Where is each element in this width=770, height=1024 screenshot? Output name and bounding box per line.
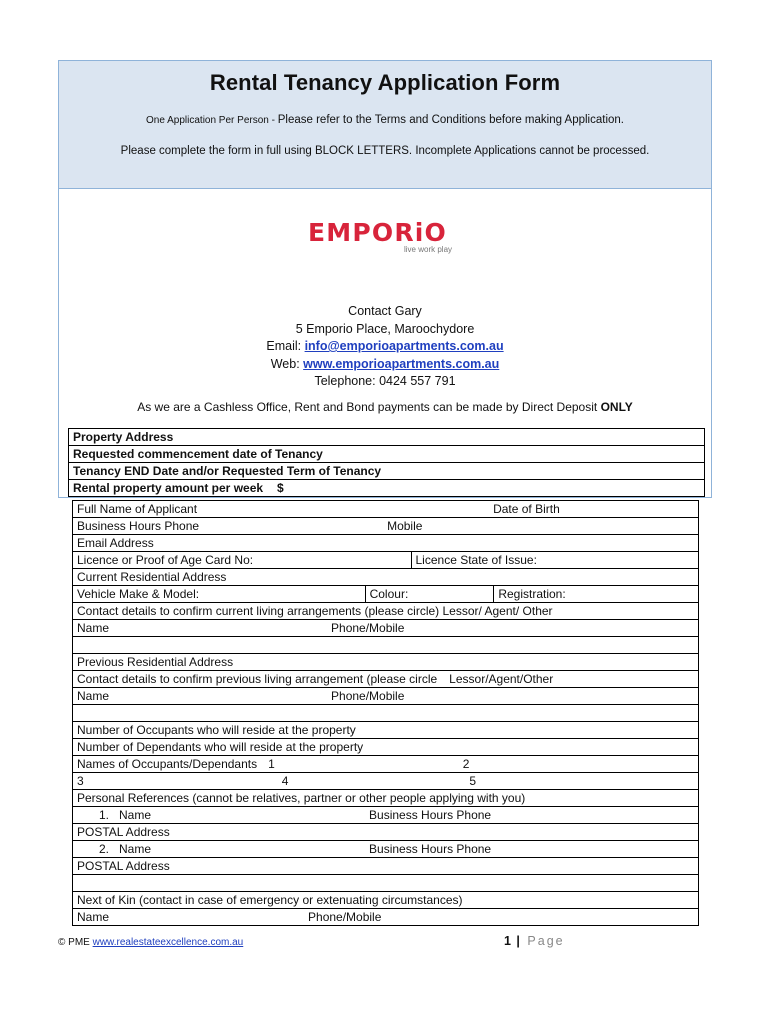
name-label: Name [119,842,152,856]
table-row [73,637,699,654]
full-name-label: Full Name of Applicant [77,502,198,516]
blank-field[interactable] [73,637,699,654]
table-row [73,841,699,858]
footer-link[interactable]: www.realestateexcellence.com.au [92,937,244,948]
occupant-2-label: 2 [462,757,470,771]
table-row [73,535,699,552]
previous-address-field[interactable]: Previous Residential Address [73,654,699,671]
table-row [73,620,699,637]
header-notice-text: Please refer to the Terms and Conditions before making Application. [277,114,624,126]
colour-field[interactable]: Colour: [365,586,494,603]
table-row [73,858,699,875]
table-row [73,773,699,790]
occupant-names-label: Names of Occupants/Dependants [77,757,258,771]
property-address-field[interactable]: Property Address [69,429,705,446]
phone-mobile-label: Phone/Mobile [308,910,382,924]
table-row [73,705,699,722]
previous-contact-name-field[interactable] [73,688,699,705]
email-field[interactable]: Email Address [73,535,699,552]
table-row [69,429,705,446]
table-row [73,569,699,586]
table-row [73,688,699,705]
table-row [73,518,699,535]
phone-field[interactable] [73,518,699,535]
contact-address: 5 Emporio Place, Maroochydore [295,321,475,336]
table-row [73,586,699,603]
commencement-date-field[interactable]: Requested commencement date of Tenancy [69,446,705,463]
licence-field[interactable]: Licence or Proof of Age Card No: [73,552,412,569]
vehicle-field[interactable]: Vehicle Make & Model: [73,586,366,603]
reference-2-postal-field[interactable]: POSTAL Address [73,858,699,875]
table-row [73,501,699,518]
page-title: Rental Tenancy Application Form [209,70,561,95]
next-of-kin-row: Next of Kin (contact in case of emergency or extenuating circumstances) [73,892,699,909]
registration-field[interactable]: Registration: [494,586,699,603]
contact-block [58,303,712,391]
logo-tagline: live work play [404,245,453,254]
logo-wordmark: EMPORiO [308,218,448,247]
occupant-3-label: 3 [77,774,84,788]
footer-copyright [58,937,243,948]
table-row [73,739,699,756]
reference-1-number: 1. [99,808,110,822]
table-row [73,722,699,739]
table-row [73,892,699,909]
table-row [73,552,699,569]
name-label: Name [77,689,110,703]
occupant-1-label: 1 [268,757,275,771]
contact-web-line [58,356,712,374]
phone-mobile-label: Phone/Mobile [331,621,405,635]
contact-telephone: Telephone: 0424 557 791 [314,374,456,388]
web-label: Web: [270,356,304,371]
rent-amount-field[interactable] [69,480,705,497]
table-row [73,671,699,688]
page-word: Page [527,934,565,948]
name-label: Name [119,808,152,822]
applicant-table [72,500,699,926]
table-row [73,807,699,824]
contact-email-line [58,338,712,356]
occupants-field[interactable]: Number of Occupants who will reside at the property [73,722,699,739]
property-table [68,428,705,497]
header-notice-prefix: One Application Per Person - [145,115,278,126]
occupant-5-label: 5 [469,774,477,788]
page-number-value: 1 [504,934,511,948]
emporio-logo [308,220,468,260]
full-name-field[interactable] [73,501,699,518]
rent-symbol: $ [277,481,284,495]
contact-name: Contact Gary [348,304,422,318]
blank-field[interactable] [73,705,699,722]
occupant-names-row-1[interactable] [73,756,699,773]
previous-contact-options: Lessor/Agent/Other [449,672,554,686]
name-label: Name [77,621,110,635]
table-row [69,446,705,463]
header-notice [59,114,711,126]
previous-contact-row [73,671,699,688]
cashless-notice [58,400,712,414]
reference-1-field[interactable] [73,807,699,824]
header-instructions: Please complete the form in full using BLOCK LETTERS. Incomplete Applications cannot be processed. [120,145,650,157]
current-contact-name-field[interactable] [73,620,699,637]
reference-2-number: 2. [99,842,110,856]
bh-phone-label: Business Hours Phone [77,519,200,533]
table-row [73,603,699,620]
name-label: Name [77,910,110,924]
end-date-field[interactable]: Tenancy END Date and/or Requested Term of Tenancy [69,463,705,480]
page-number [504,934,565,948]
form-header [58,60,712,189]
email-label: Email: [266,339,305,353]
rent-label: Rental property amount per week [73,481,264,495]
dependants-field[interactable]: Number of Dependants who will reside at the property [73,739,699,756]
page-separator: | [510,934,528,948]
reference-2-field[interactable] [73,841,699,858]
email-link[interactable]: info@emporioapartments.com.au [304,339,504,353]
bh-phone-label: Business Hours Phone [369,808,492,822]
table-row [73,756,699,773]
table-row [73,654,699,671]
phone-mobile-label: Phone/Mobile [331,689,405,703]
licence-state-field[interactable]: Licence State of Issue: [411,552,699,569]
table-row [69,480,705,497]
dob-label: Date of Birth [493,502,560,516]
table-row [73,824,699,841]
references-row: Personal References (cannot be relatives, partner or other people applying with you) [73,790,699,807]
web-link[interactable]: www.emporioapartments.com.au [303,356,500,371]
table-row [73,790,699,807]
current-address-field[interactable]: Current Residential Address [73,569,699,586]
reference-1-postal-field[interactable]: POSTAL Address [73,824,699,841]
bh-phone-label: Business Hours Phone [369,842,492,856]
blank-field[interactable] [73,875,699,892]
occupant-4-label: 4 [281,774,289,788]
occupant-names-row-2[interactable] [73,773,699,790]
cashless-text: As we are a Cashless Office, Rent and Bond payments can be made by Direct Deposit [137,400,601,414]
table-row [69,463,705,480]
next-of-kin-name-field[interactable] [73,909,699,926]
cashless-emphasis: ONLY [600,400,633,414]
mobile-label: Mobile [387,519,423,533]
current-contact-row: Contact details to confirm current living arrangements (please circle) Lessor/ Agent/ Other [73,603,699,620]
table-row [73,909,699,926]
copyright-text: © PME [58,937,93,948]
previous-contact-label: Contact details to confirm previous living arrangement (please circle [77,672,438,686]
table-row [73,875,699,892]
